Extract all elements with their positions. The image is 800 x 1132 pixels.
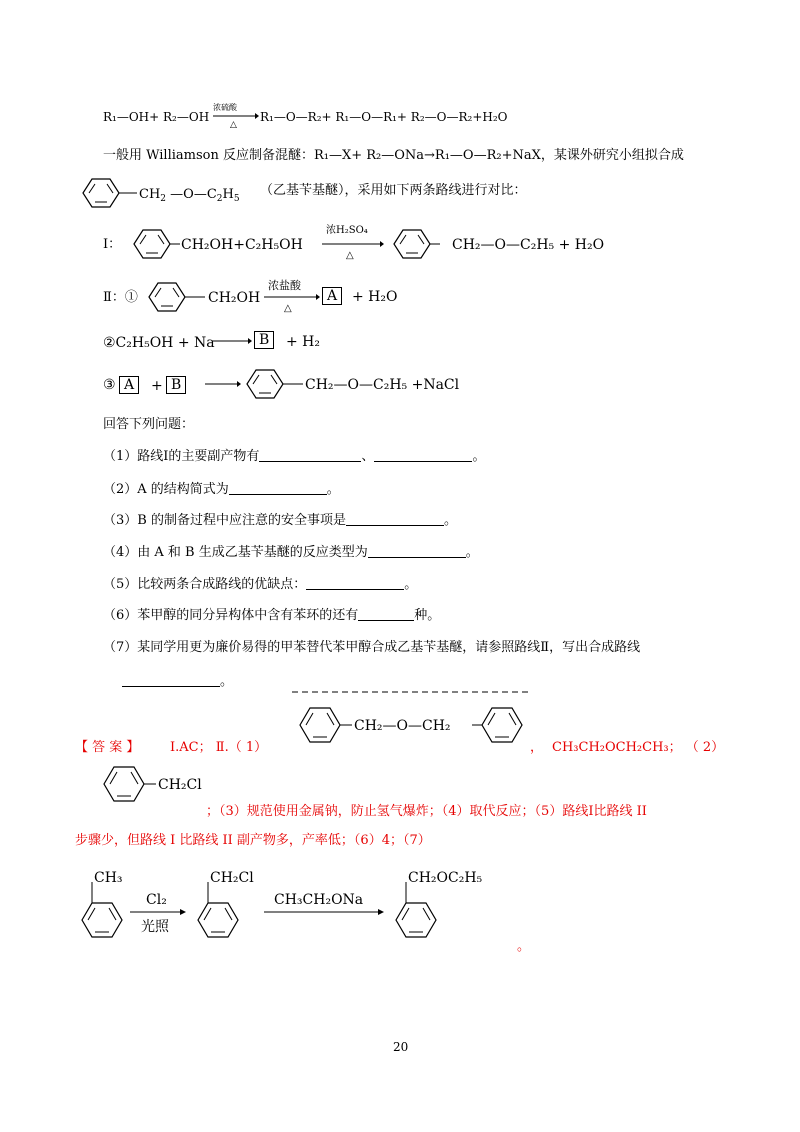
q2-text: （2）A 的结构简式为 [103, 482, 229, 497]
route2-step1-right: + H₂O [352, 289, 398, 305]
box-b-2: B [166, 376, 186, 394]
eq0-cond-bottom: △ [230, 120, 237, 130]
q7-end: 。 [220, 674, 234, 689]
route1-cond-top: 浓H₂SO₄ [326, 225, 368, 236]
question-2 [103, 482, 340, 496]
q6-text: （6）苯甲醇的同分异构体中含有苯环的还有 [103, 608, 359, 623]
q2-end: 。 [326, 482, 340, 497]
route1-label: Ⅰ： [103, 237, 122, 252]
question-3 [103, 513, 457, 527]
route2-step3-label: ③ [103, 377, 116, 393]
question-1 [103, 449, 485, 463]
a-struct-label: CH₂Cl [158, 777, 202, 793]
route2-step1-left: CH₂OH [208, 290, 261, 306]
answer-line3: 步骤少，但路线 I 比路线 II 副产物多，产率低；（6）4；（7） [75, 833, 431, 848]
answer-diethyl-ether: CH₃CH₂OCH₂CH₃； （ 2） [552, 740, 725, 755]
page-number: 20 [393, 1040, 409, 1054]
q3-end: 。 [443, 513, 457, 528]
syn-reagent2: CH₃CH₂ONa [274, 892, 364, 908]
q5-text: （5）比较两条合成路线的优缺点： [103, 577, 307, 592]
answer-comma: ， [530, 740, 544, 755]
route1-right: CH₂—O—C₂H₅ + H₂O [452, 237, 605, 253]
benzyl-ethyl-ether-structure [75, 175, 265, 211]
syn-reagent1: Cl₂ [146, 892, 167, 908]
box-b: B [254, 331, 274, 349]
plus-sign: + [151, 378, 163, 394]
dashed-divider [292, 690, 530, 694]
question-7: （7）某同学用更为廉价易得的甲苯替代苯甲醇合成乙基苄基醚，请参照路线Ⅱ，写出合成路线 [103, 640, 641, 655]
box-a: A [322, 287, 342, 305]
q4-blank[interactable] [368, 545, 466, 558]
q5-blank[interactable] [306, 577, 404, 590]
q1-end: 。 [472, 449, 486, 464]
answer-part1: Ⅰ.AC； Ⅱ.（ 1） [170, 740, 268, 755]
route2-step1-cond-top: 浓盐酸 [268, 279, 301, 292]
synthesis-route-diagram [78, 862, 548, 948]
q6-blank[interactable] [358, 608, 414, 621]
q1-text: （1）路线Ⅰ的主要副产物有 [103, 449, 260, 464]
route2-step1-cond-bottom: △ [284, 303, 292, 314]
intro-line2: （乙基苄基醚），采用如下两条路线进行对比： [260, 183, 527, 198]
q5-end: 。 [404, 577, 418, 592]
question-4 [103, 545, 479, 559]
route1-arrow [322, 240, 384, 248]
syn-toluene-label: CH₃ [94, 870, 123, 886]
q1-blank-2[interactable] [374, 449, 472, 462]
route2-step3-arrow [205, 380, 241, 388]
syn-int-label: CH₂Cl [210, 870, 254, 886]
eq0-cond-top: 浓硫酸 [213, 103, 237, 112]
q4-end: 。 [465, 545, 479, 560]
route2-step2-arrow [212, 337, 252, 345]
benzene-ring-icon [145, 279, 205, 315]
svg-text:CH2 —O—C2H5: $CH_2$ $—O—C_2H_5$ [139, 187, 240, 204]
eq0-right: R₁—O—R₂+ R₁—O—R₁+ R₂—O—R₂+H₂O [260, 110, 508, 124]
q1-sep: 、 [361, 449, 375, 464]
question-7-answer-line [122, 674, 233, 688]
route1-left: CH₂OH+C₂H₅OH [181, 237, 303, 253]
q6-end: 种。 [414, 608, 441, 623]
q2-blank[interactable] [229, 482, 327, 495]
answer-end: 。 [517, 939, 531, 954]
answer-line2: ；（3）规范使用金属钠，防止氢气爆炸；（4）取代反应；（5）路线Ⅰ比路线 II [206, 804, 647, 819]
route2-step3-right: CH₂—O—C₂H₅ +NaCl [305, 377, 460, 393]
syn-product-label: CH₂OC₂H₅ [408, 870, 483, 886]
route2-label: Ⅱ：① [103, 290, 138, 305]
eq0-left: R₁—OH+ R₂—OH [103, 110, 210, 124]
q1-blank-1[interactable] [259, 449, 361, 462]
route2-step2-left: ②C₂H₅OH + Na [103, 335, 215, 351]
route2-step1-arrow [264, 293, 320, 301]
route2-step2-right: + H₂ [286, 334, 321, 350]
question-5 [103, 577, 417, 591]
answer-label: 【 答 案 】 [75, 740, 140, 755]
q7-blank[interactable] [122, 674, 220, 687]
box-a-2: A [119, 376, 139, 394]
dibenzyl-ether-structure [296, 702, 528, 748]
dibenzyl-label: CH₂—O—CH₂ [354, 718, 451, 734]
question-6 [103, 608, 440, 622]
q4-text: （4）由 A 和 B 生成乙基苄基醚的反应类型为 [103, 545, 368, 560]
benzene-ring-icon [390, 226, 440, 262]
route1-cond-bottom: △ [346, 250, 354, 261]
eq0-arrow [213, 112, 259, 120]
syn-cond1: 光照 [141, 919, 169, 935]
q3-text: （3）B 的制备过程中应注意的安全事项是 [103, 513, 346, 528]
intro-line1: 一般用 Williamson 反应制备混醚：R₁—X+ R₂—ONa→R₁—O—R₂+NaX，某课外研究小组拟合成 [103, 148, 684, 163]
questions-header: 回答下列问题： [103, 417, 195, 432]
benzene-ring-icon [243, 366, 303, 402]
benzene-ring-icon [130, 226, 180, 262]
q3-blank[interactable] [346, 513, 444, 526]
benzyl-chloride-structure [100, 760, 220, 806]
